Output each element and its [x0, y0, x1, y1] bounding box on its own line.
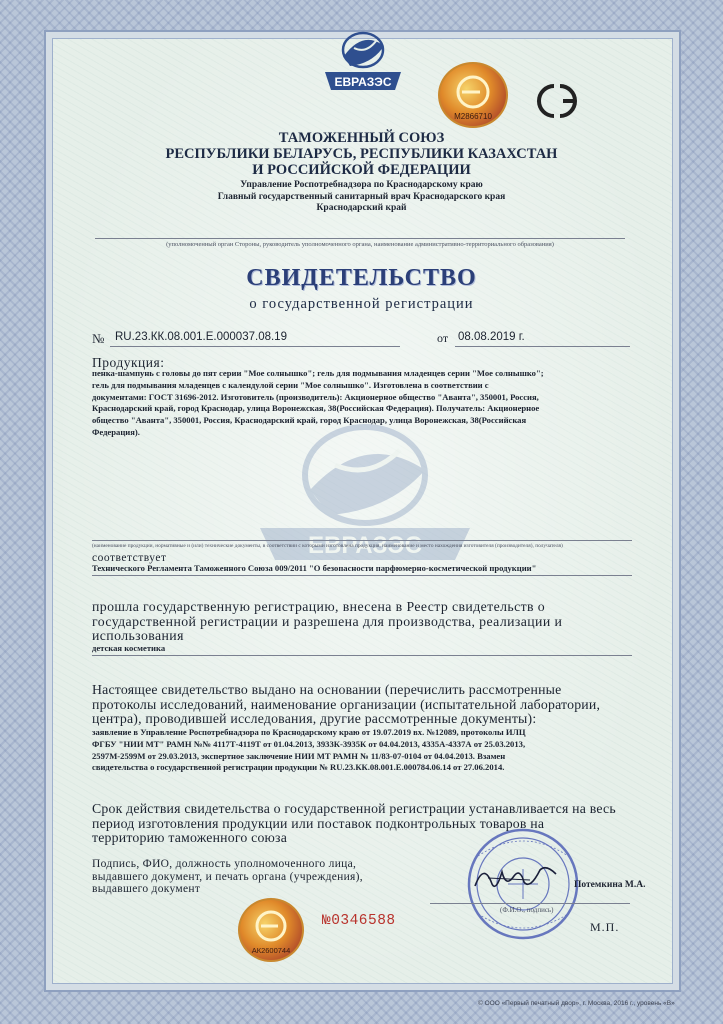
passed-line3: использования — [92, 628, 184, 643]
authority-caption: (уполномоченный орган Стороны, руководитель уполномоченного органа, наименование административно-территориального образования) — [166, 241, 554, 248]
basis-documents — [92, 727, 640, 774]
signature-underline — [430, 903, 630, 904]
hologram-top-serial: М2866710 — [454, 112, 492, 121]
basis-doc-line: свидетельства о государственной регистрации продукции № RU.23.КК.08.001.Е.000784.06.14 от 27.06.2014. — [92, 762, 505, 773]
product-label: Продукция: — [92, 355, 165, 370]
union-title-line1: ТАМОЖЕННЫЙ СОЮЗ — [278, 130, 445, 146]
watermark-text: ЕВРАЗЭС — [307, 532, 423, 559]
hologram-e-icon — [240, 900, 302, 960]
conformity-underline — [92, 575, 632, 576]
date-label: от — [437, 331, 449, 345]
authority-underline — [95, 238, 625, 239]
product-line: гель для подмывания младенцев с календулой серии "Мое солнышко". Изготовлена в соответствии с — [92, 379, 489, 390]
signature-label-line2: выдавшего документ, и печать органа (учреждения), — [92, 870, 363, 883]
basis-doc-line: ФГБУ "НИИ МТ" РАМН №№ 4117Т-4119Т от 01.04.2013, 3933К-3935К от 04.04.2013, 4335А-4337А от 25.03.2013, — [92, 738, 526, 749]
product-caption: (наименование продукции, нормативные и (или) технические документы, в соответствии с которыми изготовлена продукция, наименование и место нахождения изготовителя (производителя), получателя) — [92, 543, 563, 549]
fio-caption: (Ф.И.О., подпись) — [500, 906, 554, 914]
usage-text: детская косметика — [92, 643, 166, 653]
hologram-bottom-serial: АК2600744 — [251, 946, 291, 955]
passed-line2: государственной регистрации и разрешена для производства, реализации и — [92, 613, 563, 629]
signature-scribble — [470, 858, 560, 898]
passed-line1: прошла государственную регистрацию, внесена в Реестр свидетельств о — [92, 599, 546, 614]
authority-line1: Управление Роспотребнадзора по Краснодарскому краю — [240, 180, 483, 190]
conformity-label: соответствует — [92, 552, 167, 564]
basis-doc-line: 2597М-2599М от 29.03.2013, экспертное заключение НИИ МТ РАМН № 11/83-07-0104 от 04.04.2013. Взамен — [92, 750, 506, 761]
product-line: общество "Аванта", 350001, Россия, Краснодарский край, город Краснодар, улица Воронежская, 38(Российская — [92, 415, 527, 426]
hologram-bottom — [238, 898, 304, 962]
validity-line3: территорию таможенного союза — [92, 830, 288, 845]
date-underline — [455, 346, 630, 347]
union-title-line2: РЕСПУБЛИКИ БЕЛАРУСЬ, РЕСПУБЛИКИ КАЗАХСТАН — [165, 146, 558, 162]
product-line: документами: ГОСТ 31696-2012. Изготовитель (производитель): Акционерное общество "Аванта", 350001, Россия, — [92, 391, 539, 402]
eurasec-logo — [322, 26, 404, 98]
document-subtitle: о государственной регистрации — [249, 296, 474, 312]
authority-line2: Главный государственный санитарный врач Краснодарского края — [217, 191, 506, 202]
conformity-text: Технического Регламента Таможенного Союза 009/2011 "О безопасности парфюмерно-косметической продукции" — [92, 563, 537, 573]
usage-underline — [92, 655, 632, 656]
signatory-name: Потемкина М.А. — [574, 880, 646, 890]
hologram-e-icon — [440, 64, 506, 126]
basis-doc-line: заявление в Управление Роспотребнадзора по Краснодарскому краю от 19.07.2019 вх. №12089, протоколы ИЛЦ — [92, 727, 526, 737]
printer-footer: © ООО «Первый печатный двор», г. Москва, 2016 г., уровень «В» — [478, 1000, 675, 1007]
validity-line1: Срок действия свидетельства о государственной регистрации устанавливается на весь — [92, 801, 616, 816]
number-label: № — [92, 331, 105, 346]
registration-date: 08.08.2019 г. — [458, 331, 525, 343]
signature-label-line3: выдавшего документ — [92, 883, 201, 895]
authority-line3: Краснодарский край — [316, 203, 407, 213]
product-description — [92, 368, 637, 439]
signature-label-line1: Подпись, ФИО, должность уполномоченного лица, — [92, 858, 357, 870]
product-line: Краснодарский край, город Краснодар, улица Воронежская, 38(Российская Федерация). Получатель: Акционерное — [92, 403, 540, 414]
number-underline — [110, 346, 400, 347]
validity-line2: период изготовления продукции или поставок подконтрольных товаров на — [92, 815, 545, 831]
product-underline — [92, 540, 632, 541]
registration-number: RU.23.КК.08.001.Е.000037.08.19 — [115, 331, 287, 343]
union-title-line3: И РОССИЙСКОЙ ФЕДЕРАЦИИ — [252, 162, 471, 178]
logo-text: ЕВРАЗЭС — [334, 75, 392, 89]
document-title: СВИДЕТЕЛЬСТВО — [246, 265, 477, 291]
form-number: №0346588 — [322, 913, 396, 929]
basis-line1: Настоящее свидетельство выдано на основании (перечислить рассмотренные — [92, 682, 562, 697]
hologram-top — [438, 62, 508, 128]
se-mark-icon — [526, 80, 588, 122]
product-line: пенка-шампунь с головы до пят серии "Мое солнышко"; гель для подмывания младенцев серии "Мое солнышко"; — [92, 368, 544, 378]
basis-line3: центра), проводившей исследования, другие рассмотренные документы): — [92, 711, 537, 726]
basis-line2: протоколы исследований, наименование организации (испытательной лаборатории, — [92, 696, 601, 712]
mp-label: М.П. — [590, 920, 620, 934]
product-line: Федерация). — [92, 426, 140, 437]
